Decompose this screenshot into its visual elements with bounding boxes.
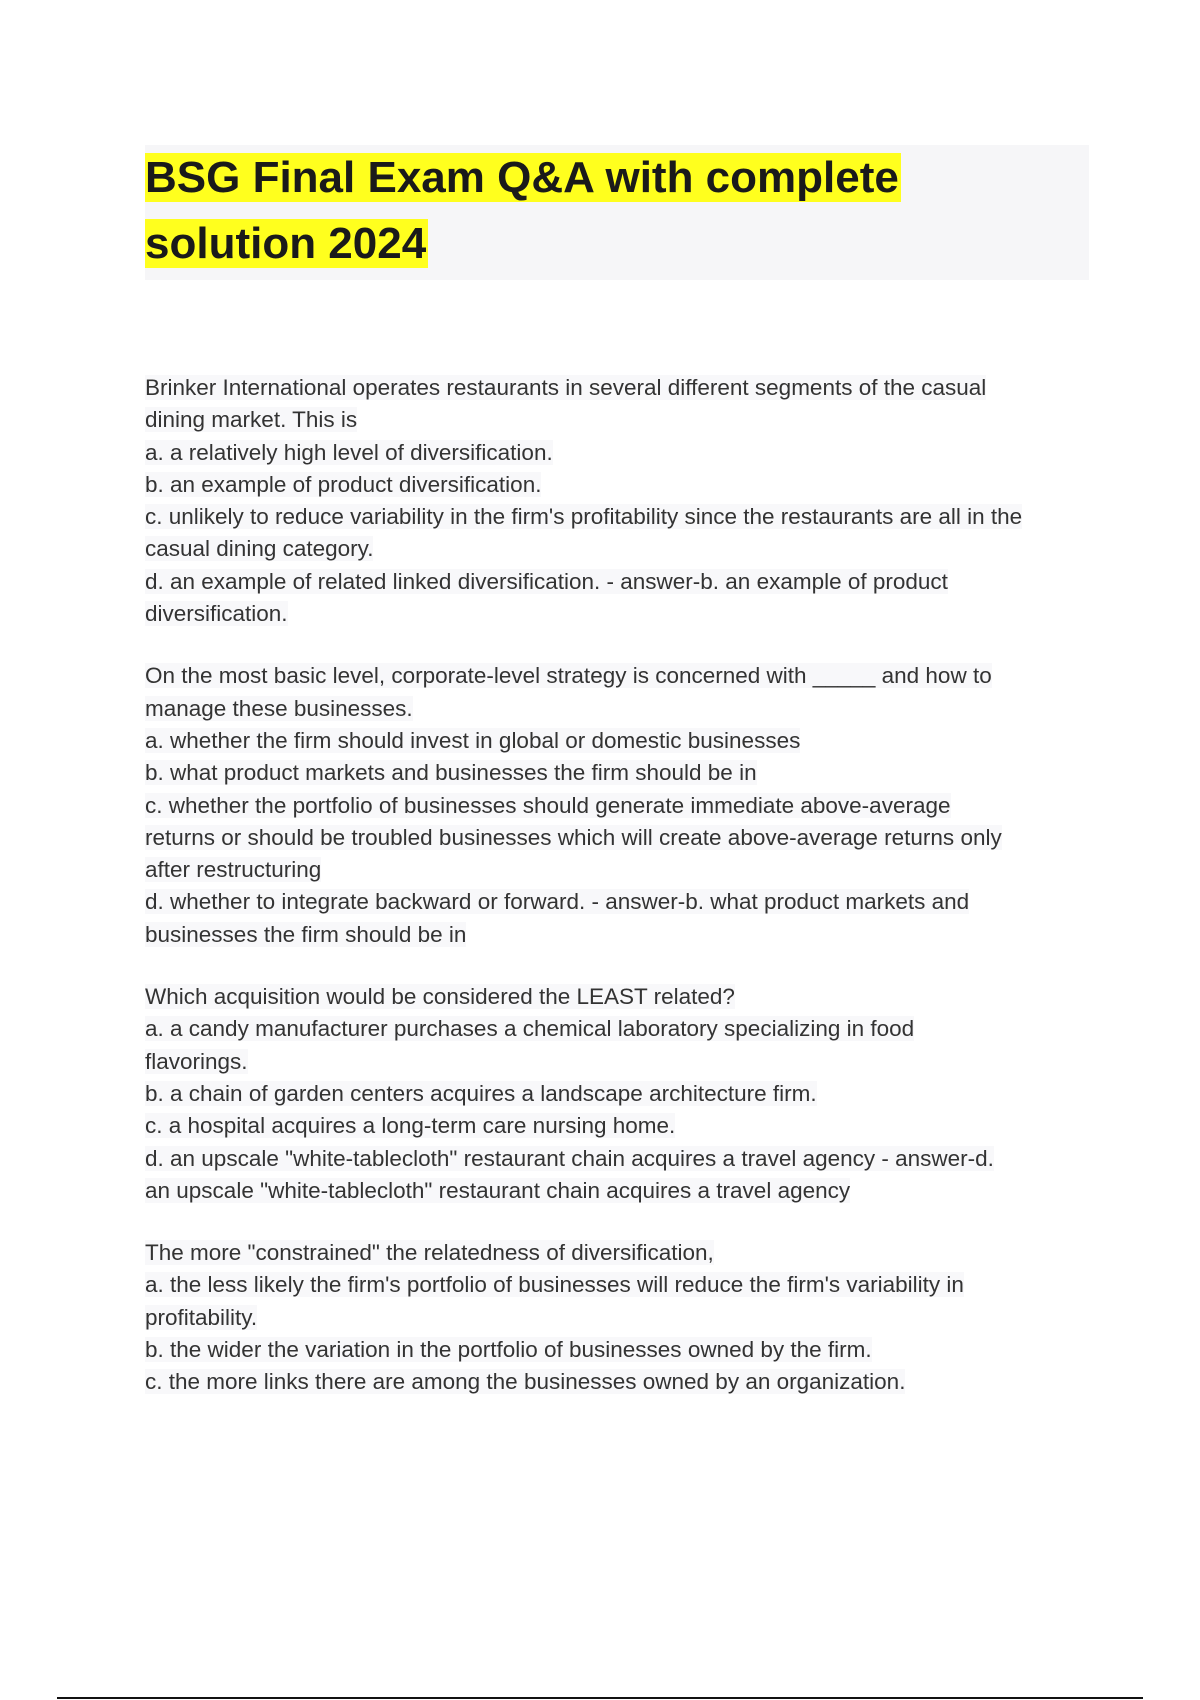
question-line: manage these businesses. xyxy=(145,695,413,721)
option-c: c. the more links there are among the businesses owned by an organization. xyxy=(145,1369,906,1395)
question-line: The more "constrained" the relatedness of diversification, xyxy=(145,1240,714,1266)
question-line: Brinker International operates restaurants in several different segments of the casual xyxy=(145,375,987,400)
option-c: c. a hospital acquires a long-term care nursing home. xyxy=(145,1113,676,1139)
option-a: a. the less likely the firm's portfolio of businesses will reduce the firm's variability in xyxy=(145,1272,964,1298)
option-c: c. whether the portfolio of businesses should generate immediate above-average xyxy=(145,792,951,818)
option-b: b. what product markets and businesses the firm should be in xyxy=(145,760,757,786)
option-a: a. whether the firm should invest in global or domestic businesses xyxy=(145,727,801,753)
title-line-2: solution 2024 xyxy=(145,219,427,268)
option-d-answer: d. an example of related linked diversification. - answer-b. an example of product xyxy=(145,568,948,594)
option-c-cont: after restructuring xyxy=(145,857,322,883)
answer-cont: an upscale "white-tablecloth" restaurant chain acquires a travel agency xyxy=(145,1177,851,1203)
title-block xyxy=(145,145,1089,280)
question-block-1 xyxy=(145,372,1095,630)
option-a-cont: flavorings. xyxy=(145,1048,248,1074)
option-a: a. a candy manufacturer purchases a chemical laboratory specializing in food xyxy=(145,1016,915,1042)
document-title xyxy=(145,145,965,277)
option-d-answer: d. whether to integrate backward or forward. - answer-b. what product markets and xyxy=(145,889,970,915)
option-b: b. an example of product diversification. xyxy=(145,471,542,497)
question-line: On the most basic level, corporate-level strategy is concerned with _____ and how to xyxy=(145,663,992,689)
option-b: b. the wider the variation in the portfolio of businesses owned by the firm. xyxy=(145,1337,872,1363)
option-a: a. a relatively high level of diversification. xyxy=(145,439,553,465)
option-b: b. a chain of garden centers acquires a landscape architecture firm. xyxy=(145,1080,817,1106)
option-c: c. unlikely to reduce variability in the firm's profitability since the restaurants are all in the xyxy=(145,504,1023,530)
question-block-2 xyxy=(145,660,1095,951)
option-c-cont: returns or should be troubled businesses which will create above-average returns only xyxy=(145,824,1002,850)
title-line-1: BSG Final Exam Q&A with complete xyxy=(145,153,899,202)
question-line: Which acquisition would be considered the LEAST related? xyxy=(145,984,735,1010)
option-d-answer: d. an upscale "white-tablecloth" restaurant chain acquires a travel agency - answer-d. xyxy=(145,1145,994,1171)
questions-content xyxy=(145,372,1095,1429)
option-a-cont: profitability. xyxy=(145,1304,258,1330)
question-block-4 xyxy=(145,1237,1095,1398)
question-line: dining market. This is xyxy=(145,407,358,433)
option-c-cont: casual dining category. xyxy=(145,536,374,562)
footer-divider xyxy=(57,1697,1143,1699)
answer-cont: businesses the firm should be in xyxy=(145,921,467,947)
answer-cont: diversification. xyxy=(145,601,288,627)
question-block-3 xyxy=(145,981,1095,1207)
